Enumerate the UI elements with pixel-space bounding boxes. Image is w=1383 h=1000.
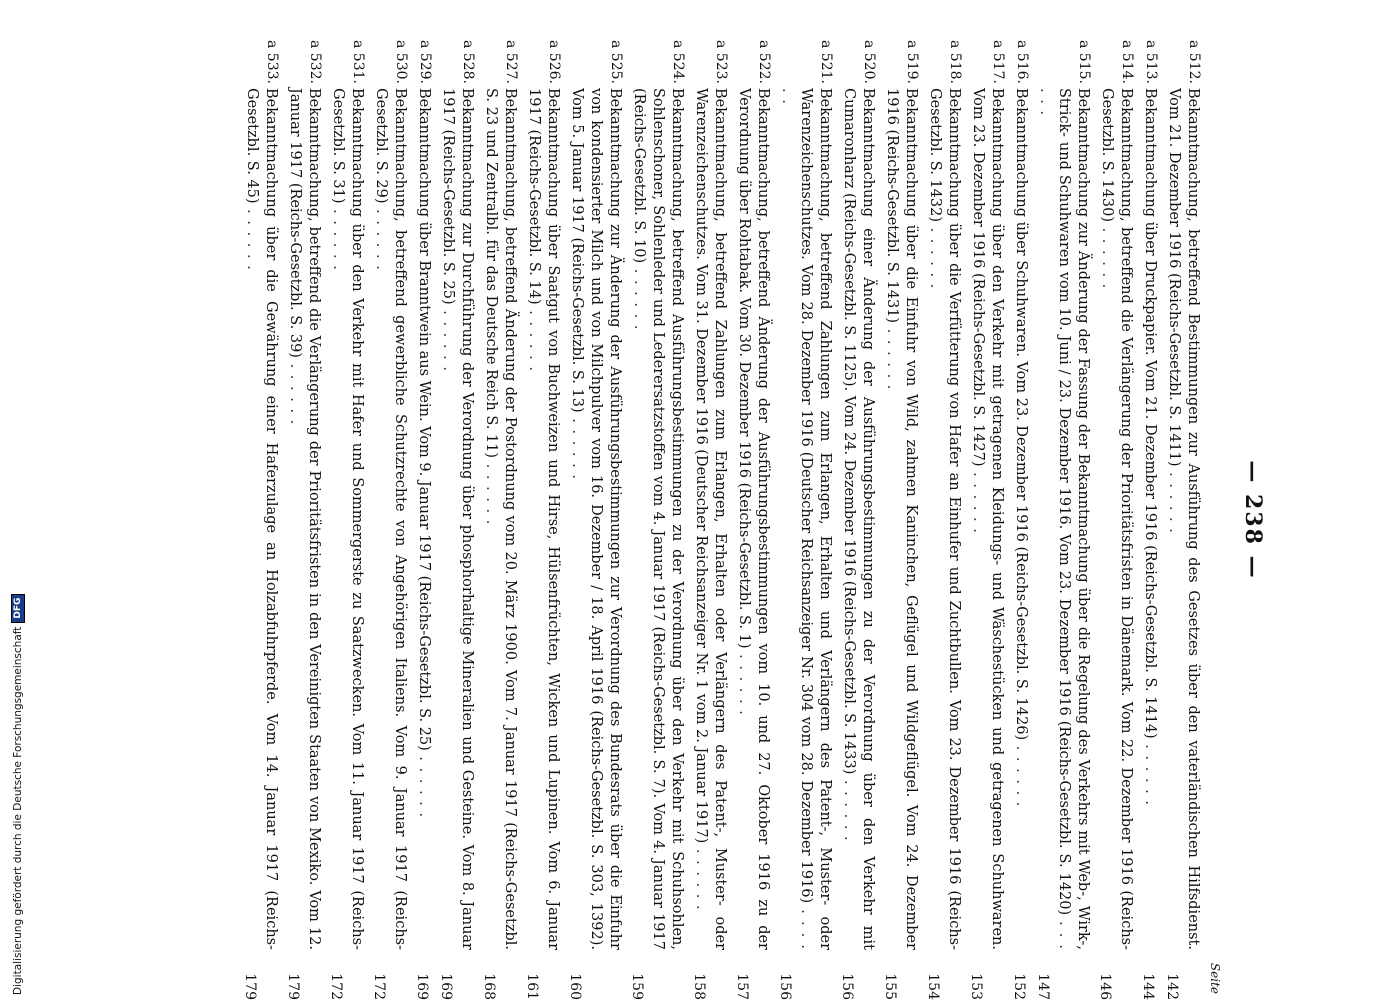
entry-text: Bekanntmachung, betreffend Zahlungen zum Erlangen, Erhalten und Verlängern des Patent-, Muster- oder Warenzeichenschutzes. Vom 28. Dezember 1916 (Deutscher Reichsanzeiger Nr. 304 vom 28. Dezember 1916) . . . . . . <box>779 88 833 950</box>
entry-number: a 520. <box>861 40 877 84</box>
digitization-note-text: Digitalisierung gefördert durch die Deutsche Forschungsgemeinschaft <box>12 626 24 995</box>
list-item <box>481 40 519 1000</box>
entry-text: Bekanntmachung, betreffend die Verlängerung der Prioritätsfristen in Dänemark. Vom 22. Dezember 1916 (Reichs-Gesetzbl. S. 1430) . . . . . . <box>1099 88 1134 950</box>
entry-page-ref: 152 <box>1011 973 1027 1000</box>
entry-page-ref: 179 <box>242 973 258 1000</box>
entry-number: a 521. <box>818 40 834 84</box>
leader-dots: . . . . . . <box>373 203 389 271</box>
page-number: — 238 — <box>1240 460 1266 580</box>
entry-number: a 532. <box>307 40 323 84</box>
leader-dots: . . . . . . <box>483 458 499 526</box>
leader-dots: . . . . . . <box>884 323 900 391</box>
entry-page-ref: 159 <box>629 973 645 1000</box>
entry-number: a 512. <box>1186 40 1202 84</box>
entry-text: Bekanntmachung einer Änderung der Ausführungsbestimmungen zu der Verordnung über den Verkehr mit Cumaronharz (Reichs-Gesetzbl. S. 1125). Vom 24. Dezember 1916 (Reichs-Gesetzbl. S. 1433) . . . . . . <box>841 88 876 950</box>
entry-number: a 513. <box>1143 40 1159 84</box>
entry-text: Bekanntmachung über den Verkehr mit Hafer und Sommergerste zu Saatzwecken. Vom 11. Januar 1917 (Reichs-Gesetzbl. S. 31) . . . . . . <box>330 88 365 950</box>
entry-page-ref: 169 <box>438 973 454 1000</box>
list-item <box>438 40 476 1000</box>
leader-dots: . . . . . . <box>440 304 456 372</box>
entry-text: Bekanntmachung, betreffend Änderung der Postordnung vom 20. März 1900. Vom 7. Januar 1917 (Reichs-Gesetzbl. S. 23 und Zentralbl. für das Deutsche Reich S. 11) . . . . . . <box>483 88 518 950</box>
leader-dots: . . . . . . <box>693 843 709 911</box>
list-item <box>371 40 409 1000</box>
entry-page-ref: 157 <box>734 973 750 1000</box>
entry-text: Bekanntmachung, betreffend die Verlängerung der Prioritätsfristen in den Vereinigten Staaten von Mexiko. Vom 12. Januar 1917 (Reichs-Gesetzbl. S. 39) . . . . . . <box>287 88 322 950</box>
entry-page-ref: 142 <box>1164 973 1180 1000</box>
list-item <box>414 40 433 1000</box>
entry-text: Bekanntmachung über Schuhwaren. Vom 23. Dezember 1916 (Reichs-Gesetzbl. S. 1426) . . . . . . <box>1013 88 1029 808</box>
entry-page-ref: 160 <box>567 973 583 1000</box>
leader-dots: . . . . . . <box>736 648 752 716</box>
list-item <box>734 40 772 1000</box>
entry-text: Bekanntmachung, betreffend gewerbliche Schutzrechte von Angehörigen Italiens. Vom 9. Januar 1917 (Reichs-Gesetzbl. S. 29) . . . . . . <box>373 88 408 950</box>
entry-number: a 527. <box>503 40 519 84</box>
entry-page-ref: 161 <box>524 973 540 1000</box>
entry-page-ref: 155 <box>882 973 898 1000</box>
leader-dots: . . . . . . <box>1166 466 1182 534</box>
list-item <box>285 40 323 1000</box>
entry-text: Bekanntmachung über die Verfütterung von Hafer an Einhufer und Zuchtbullen. Vom 23. Dezember 1916 (Reichs-Gesetzbl. S. 1432) . . . . . . <box>927 88 962 950</box>
list-item <box>629 40 686 1000</box>
entry-number: a 530. <box>393 40 409 84</box>
page-header <box>1230 40 1270 1000</box>
leader-dots: . . . . . . <box>416 750 432 819</box>
entry-number: a 523. <box>713 40 729 84</box>
entry-text: Bekanntmachung über Druckpapier. Vom 21. Dezember 1916 (Reichs-Gesetzbl. S. 1414) . . . . . . <box>1142 88 1158 806</box>
entry-page-ref: 172 <box>371 973 387 1000</box>
leader-dots: . . . . . . <box>1142 738 1158 806</box>
leader-dots: . . . . . . <box>1099 221 1115 290</box>
entry-text: Bekanntmachung über Saatgut von Buchweizen und Hirse, Hülsenfrüchten, Wicken und Lupinen. Vom 6. Januar 1917 (Reichs-Gesetzbl. S. 14) . . . . . . <box>526 88 561 950</box>
entry-page-ref: 158 <box>691 973 707 1000</box>
leader-dots: . . . . . . <box>1037 88 1072 950</box>
leader-dots: . . . . . . <box>631 263 647 331</box>
leader-dots: . . . . . . <box>927 221 943 290</box>
entry-page-ref: 146 <box>1097 973 1113 1000</box>
entry-number: a 516. <box>1014 40 1030 84</box>
list-item <box>242 40 280 1000</box>
entry-text: Bekanntmachung, betreffend Bestimmungen zur Ausführung des Gesetzes über den vaterländischen Hilfsdienst. Vom 21. Dezember 1916 (Reichs-Gesetzbl. S. 1411) . . . . . . <box>1166 88 1201 950</box>
entry-number: a 524. <box>670 40 686 84</box>
leader-dots: . . . . . . <box>970 466 986 534</box>
entry-text: Bekanntmachung zur Durchführung der Verordnung über phosphorhaltige Mineralien und Gesteine. Vom 8. Januar 1917 (Reichs-Gesetzbl. S. 25) . . . . . . <box>440 88 475 950</box>
entry-page-ref: 147 <box>1035 973 1051 1000</box>
leader-dots: . . . . . . <box>526 304 542 372</box>
document-page <box>10 40 1270 1000</box>
digitization-note <box>8 0 28 995</box>
entry-text: Bekanntmachung über Branntwein aus Wein. Vom 9. Januar 1917 (Reichs-Gesetzbl. S. 25) . . . . . . <box>416 88 432 819</box>
leader-dots: . . . . . . <box>330 203 346 271</box>
list-item <box>777 40 834 1000</box>
entry-text: Bekanntmachung, betreffend Ausführungsbestimmungen zu der Verordnung über den Verkehr mit Schuhsohlen, Sohlenschoner, Sohlenleder und Lederersatzstoffen vom 4. Januar 1917 (Reichs-Gesetzbl. S. 7). Vom 4. Januar 1917 (Reichs-Gesetzbl. S. 10) . . . . . . <box>631 88 685 950</box>
list-item <box>328 40 366 1000</box>
entry-number: a 517. <box>990 40 1006 84</box>
list-item <box>567 40 624 1000</box>
entry-page-ref: 144 <box>1140 973 1156 1000</box>
leader-dots: . . . . . . <box>841 774 857 842</box>
list-item <box>839 40 877 1000</box>
entry-text: Bekanntmachung über die Gewährung einer Haferzulage an Holzabfuhrpferde. Vom 14. Januar 1917 (Reichs-Gesetzbl. S. 45) . . . . . . <box>244 88 279 950</box>
entry-number: a 531. <box>350 40 366 84</box>
list-item <box>524 40 562 1000</box>
entry-text: Bekanntmachung über die Einfuhr von Wild, zahmen Kaninchen, Geflügel und Wildgeflügel. Vom 24. Dezember 1916 (Reichs-Gesetzbl. S. 1431) . . . . . . <box>884 88 919 950</box>
entry-page-ref: 168 <box>481 973 497 1000</box>
list-item <box>1140 40 1159 1000</box>
entry-list <box>237 40 1202 1000</box>
entry-page-ref: 179 <box>285 973 301 1000</box>
entry-page-ref: 156 <box>839 973 855 1000</box>
entry-page-ref: 153 <box>968 973 984 1000</box>
leader-dots: . . . . . . <box>569 412 585 480</box>
entry-number: a 518. <box>947 40 963 84</box>
leader-dots: . . . . . . <box>287 357 303 426</box>
entry-number: a 522. <box>756 40 772 84</box>
list-item <box>925 40 963 1000</box>
entry-number: a 515. <box>1076 40 1092 84</box>
entry-text: Bekanntmachung, betreffend Änderung der Ausführungsbestimmungen vom 10. und 27. Oktober 1916 zu der Verordnung über Rohtabak. Vom 30. Dezember 1916 (Reichs-Gesetzbl. S. 1) . . . . . . <box>736 88 771 950</box>
list-item <box>968 40 1006 1000</box>
entry-number: a 528. <box>460 40 476 84</box>
entry-text: Bekanntmachung zur Änderung der Ausführungsbestimmungen zur Verordnung des Bundesrats über die Einfuhr von kondensierter Milch und von Milchpulver vom 16. Dezember / 18. April 1916 (Reichs-Gesetzbl. S. 303, 1392). Vom 5. Januar 1917 (Reichs-Gesetzbl. S. 13) . . . . . . <box>569 88 623 950</box>
entry-number: a 519. <box>904 40 920 84</box>
entry-number: a 514. <box>1119 40 1135 84</box>
entry-page-ref: 154 <box>925 973 941 1000</box>
list-item <box>1164 40 1202 1000</box>
leader-dots: . . . . . . <box>244 203 260 271</box>
leader-dots: . . . . . . <box>1013 740 1029 808</box>
entry-page-ref: 172 <box>328 973 344 1000</box>
entry-number: a 525. <box>608 40 624 84</box>
list-item <box>1011 40 1030 1000</box>
entry-number: a 533. <box>264 40 280 84</box>
entry-text: Bekanntmachung zur Änderung der Fassung der Bekanntmachung über die Regelung des Verkehrs mit Web-, Wirk-, Strick- und Schuhwaren vom 10. Juni / 23. Dezember 1916. Vom 23. Dezember 1916 (Reichs-Gesetzbl. S. 1420) . . . . . . <box>1037 88 1091 950</box>
entry-page-ref: 156 <box>777 973 793 1000</box>
entry-page-ref: 169 <box>414 973 430 1000</box>
list-item <box>882 40 920 1000</box>
entry-text: Bekanntmachung, betreffend Zahlungen zum Erlangen, Erhalten oder Verlängern des Patent-, Muster- oder Warenzeichenschutzes. Vom 31. Dezember 1916 (Deutscher Reichsanzeiger Nr. 1 vom 2. Januar 1917) . . . . . . <box>693 88 728 950</box>
entry-number: a 529. <box>417 40 433 84</box>
entry-number: a 526. <box>546 40 562 84</box>
list-item <box>1035 40 1092 1000</box>
column-head-seite: Seite <box>1208 962 1222 994</box>
entry-text: Bekanntmachung über den Verkehr mit getragenen Kleidungs- und Wäschestücken und getragenen Schuhwaren. Vom 23. Dezember 1916 (Reichs-Gesetzbl. S. 1427) . . . . . . <box>970 88 1005 950</box>
dfg-logo: DFG <box>11 594 25 623</box>
list-item <box>691 40 729 1000</box>
leader-dots: . . . . . . <box>779 88 814 950</box>
list-item <box>1097 40 1135 1000</box>
